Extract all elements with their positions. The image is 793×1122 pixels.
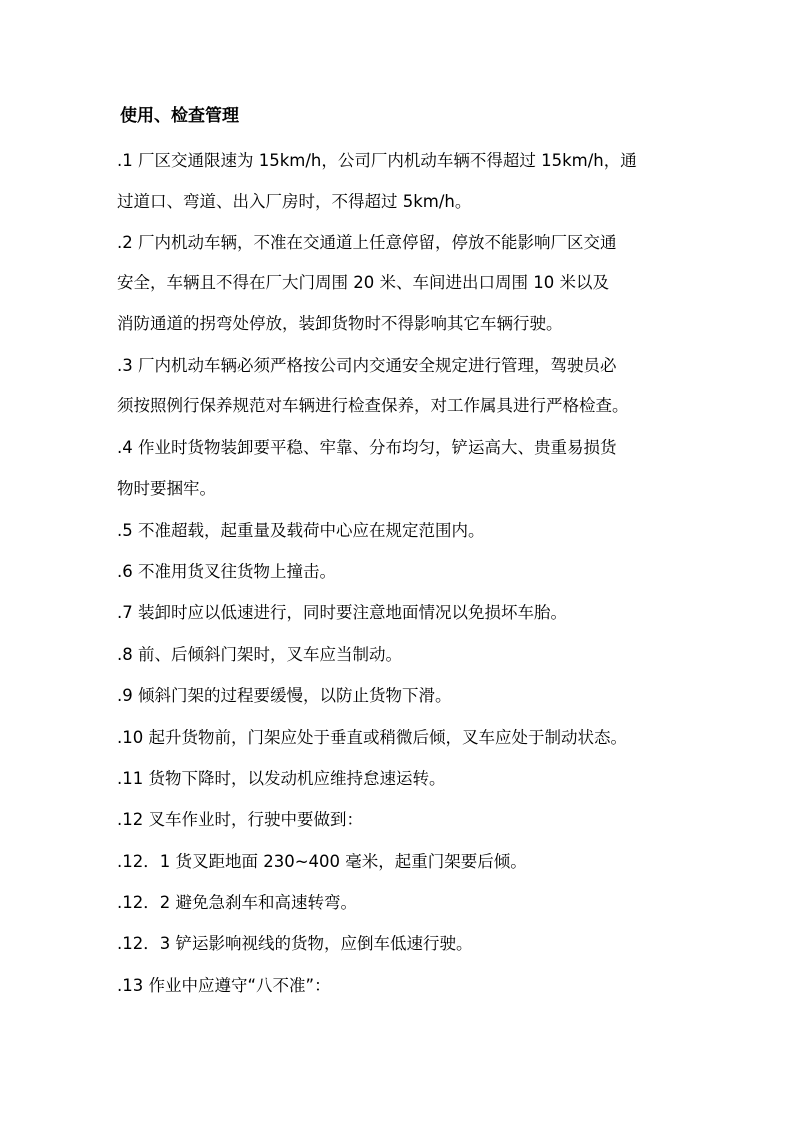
text-line-11: .6 不准用货叉往货物上撞击。 <box>117 562 336 581</box>
text-line-7: 须按照例行保养规范对车辆进行检查保养，对工作属具进行严格检查。 <box>117 396 629 415</box>
text-line-12: .7 装卸时应以低速进行，同时要注意地面情况以免损坏车胎。 <box>117 603 567 622</box>
text-line-8: .4 作业时货物装卸要平稳、牢靠、分布均匀，铲运高大、贵重易损货 <box>117 438 617 457</box>
section-heading: 使用、检查管理 <box>120 106 239 126</box>
text-line-18: .12．1 货叉距地面 230~400 毫米，起重门架要后倾。 <box>117 852 527 871</box>
text-line-17: .12 叉车作业时，行驶中要做到： <box>117 810 363 829</box>
text-line-13: .8 前、后倾斜门架时，叉车应当制动。 <box>117 645 402 664</box>
text-line-20: .12．3 铲运影响视线的货物，应倒车低速行驶。 <box>117 934 473 953</box>
text-line-16: .11 货物下降时，以发动机应维持怠速运转。 <box>117 769 446 788</box>
text-line-21: .13 作业中应遵守“八不准”： <box>117 976 331 995</box>
text-line-1: .1 厂区交通限速为 15km/h，公司厂内机动车辆不得超过 15km/h，通 <box>117 151 637 170</box>
text-line-4: 安全，车辆且不得在厂大门周围 20 米、车间进出口周围 10 米以及 <box>117 273 609 292</box>
text-line-10: .5 不准超载，起重量及载荷中心应在规定范围内。 <box>117 521 485 540</box>
text-line-2: 过道口、弯道、出入厂房时，不得超过 5km/h。 <box>117 192 472 211</box>
text-line-3: .2 厂内机动车辆，不准在交通道上任意停留，停放不能影响厂区交通 <box>117 233 617 252</box>
text-line-6: .3 厂内机动车辆必须严格按公司内交通安全规定进行管理，驾驶员必 <box>117 356 617 375</box>
text-line-9: 物时要捆牢。 <box>117 479 216 498</box>
text-line-19: .12．2 避免急刹车和高速转弯。 <box>117 893 357 912</box>
text-line-14: .9 倾斜门架的过程要缓慢，以防止货物下滑。 <box>117 686 452 705</box>
text-line-15: .10 起升货物前，门架应处于垂直或稍微后倾，叉车应处于制动状态。 <box>117 728 627 747</box>
text-line-5: 消防通道的拐弯处停放，装卸货物时不得影响其它车辆行驶。 <box>117 314 563 333</box>
